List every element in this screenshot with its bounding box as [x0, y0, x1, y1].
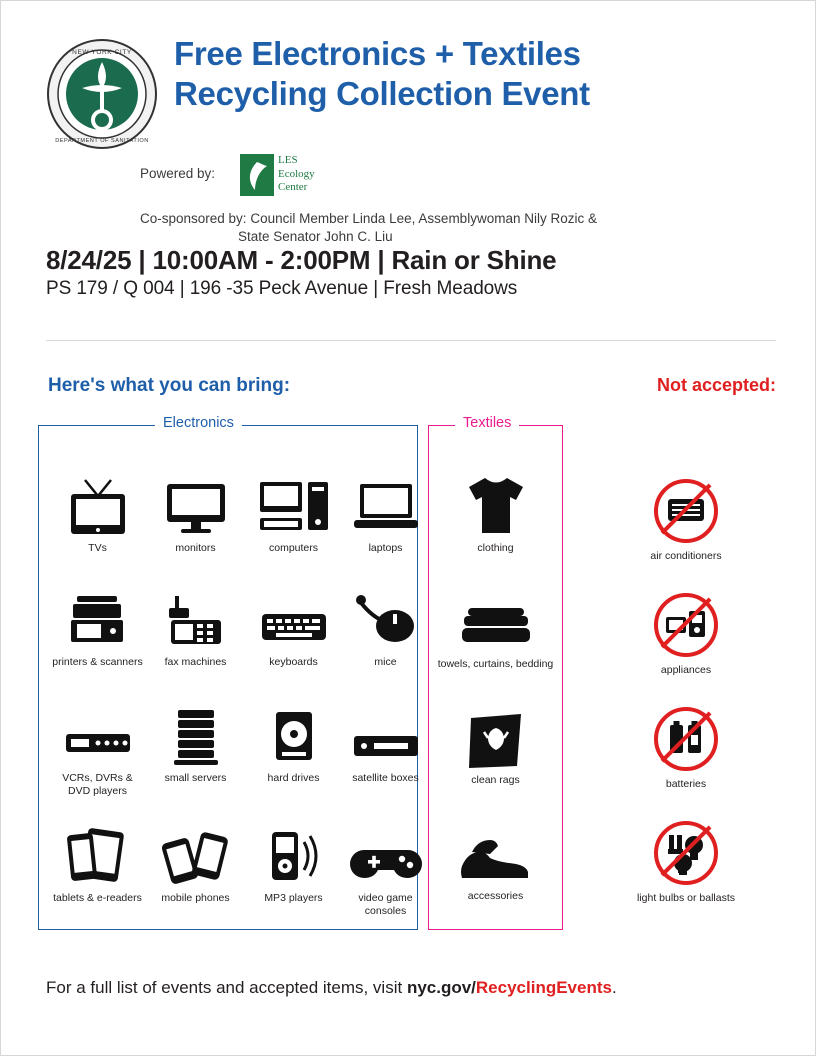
dsny-seal-icon: [46, 38, 158, 150]
item-laptops: [338, 468, 433, 555]
tablet-icon: [50, 818, 145, 888]
item-label: tablets & e-readers: [53, 892, 142, 904]
item-video-game-consoles: [338, 818, 433, 918]
svg-text:NEW YORK CITY: NEW YORK CITY: [72, 49, 132, 56]
event-location: PS 179 / Q 004 | 196 -35 Peck Avenue | Fresh Meadows: [46, 278, 518, 299]
cosponsors-names-line2: State Senator John C. Liu: [238, 229, 393, 244]
item-mobile-phones: [148, 818, 243, 905]
leaf-icon: [240, 154, 274, 196]
item-satellite-boxes: [338, 698, 433, 785]
page-title-line1: Free Electronics + Textiles: [174, 35, 581, 72]
game-controller-icon: [338, 818, 433, 888]
item-label: air conditioners: [650, 550, 722, 562]
not-accepted-appliances: [596, 588, 776, 677]
accepted-heading: Here's what you can bring:: [48, 375, 291, 396]
powered-by-label: Powered by:: [140, 166, 216, 181]
battery-icon: [596, 702, 776, 776]
laptop-icon: [338, 468, 433, 538]
item-label: clean rags: [471, 774, 520, 786]
item-monitors: [148, 468, 243, 555]
item-label: accessories: [467, 890, 524, 902]
desktop-computer-icon: [246, 468, 341, 538]
cosponsors: [140, 210, 760, 246]
tv-icon: [50, 468, 145, 538]
item-label: MP3 players: [264, 892, 323, 904]
item-label: VCRs, DVRs & DVD players: [62, 772, 133, 797]
vcr-icon: [50, 698, 145, 768]
item-label: monitors: [175, 542, 216, 554]
les-logo-text: [278, 154, 340, 195]
les-logo-line2: Ecology: [278, 167, 315, 180]
svg-text:DEPARTMENT OF SANITATION: DEPARTMENT OF SANITATION: [55, 138, 149, 144]
item-label: appliances: [660, 664, 712, 676]
item-fax-machines: [148, 582, 243, 669]
electronics-grid: [38, 440, 418, 930]
monitor-icon: [148, 468, 243, 538]
item-label: satellite boxes: [352, 772, 419, 784]
footer-note: [46, 978, 786, 998]
not-accepted-batteries: [596, 702, 776, 791]
item-hard-drives: [246, 698, 341, 785]
item-printers-scanners: [50, 582, 145, 669]
hard-drive-icon: [246, 698, 341, 768]
header: [46, 34, 776, 164]
item-computers: [246, 468, 341, 555]
electronics-legend: Electronics: [155, 415, 242, 431]
item-label: TVs: [88, 542, 107, 554]
item-mp3-players: [246, 818, 341, 905]
item-label: fax machines: [164, 656, 227, 668]
cosponsors-line1: [140, 210, 760, 228]
item-label: mice: [374, 656, 397, 668]
rag-icon: [428, 698, 563, 770]
mobile-phone-icon: [148, 818, 243, 888]
item-label: video game consoles: [358, 892, 413, 917]
prohibition-symbol: [654, 707, 718, 771]
page-title: [174, 34, 816, 114]
item-clean-rags: [428, 698, 563, 787]
footer-text-before: For a full list of events and accepted items, visit: [46, 978, 407, 997]
powered-by: [140, 152, 560, 198]
prohibition-symbol: [654, 821, 718, 885]
satellite-box-icon: [338, 698, 433, 768]
item-vcrs-dvrs-dvd-players: [50, 698, 145, 798]
air-conditioner-icon: [596, 474, 776, 548]
tshirt-icon: [428, 466, 563, 538]
not-accepted-light-bulbs: [596, 816, 776, 905]
item-tablets-ereaders: [50, 818, 145, 905]
appliances-icon: [596, 588, 776, 662]
item-keyboards: [246, 582, 341, 669]
item-clothing: [428, 466, 563, 555]
cosponsors-label: Co-sponsored by:: [140, 211, 247, 226]
item-mice: [338, 582, 433, 669]
item-label: towels, curtains, bedding: [437, 658, 554, 670]
divider: [46, 340, 776, 341]
item-label: light bulbs or ballasts: [636, 892, 736, 904]
prohibition-symbol: [654, 479, 718, 543]
prohibition-symbol: [654, 593, 718, 657]
les-logo-line3: Center: [278, 181, 308, 193]
item-label: clothing: [477, 542, 514, 554]
not-accepted-air-conditioners: [596, 474, 776, 563]
item-small-servers: [148, 698, 243, 785]
item-label: printers & scanners: [52, 656, 143, 668]
footer-domain: nyc.gov/: [406, 978, 476, 997]
cosponsors-names-line1: Council Member Linda Lee, Assemblywoman Nily Rozic &: [250, 211, 597, 226]
textiles-legend: Textiles: [455, 415, 519, 431]
les-logo-line1: LES: [278, 154, 298, 166]
item-label: laptops: [368, 542, 403, 554]
printer-icon: [50, 582, 145, 652]
item-accessories: [428, 814, 563, 903]
server-icon: [148, 698, 243, 768]
light-bulb-icon: [596, 816, 776, 890]
sneakers-icon: [428, 814, 563, 886]
item-label: mobile phones: [161, 892, 230, 904]
les-ecology-center-logo: [240, 152, 340, 198]
keyboard-icon: [246, 582, 341, 652]
computer-mouse-icon: [338, 582, 433, 652]
footer-path: RecyclingEvents: [475, 978, 612, 997]
not-accepted-heading: Not accepted:: [656, 375, 776, 395]
item-tvs: [50, 468, 145, 555]
item-label: computers: [268, 542, 319, 554]
item-label: batteries: [665, 778, 707, 790]
item-label: small servers: [164, 772, 227, 784]
item-towels-curtains-bedding: [428, 582, 563, 671]
page-title-line2: Recycling Collection Event: [174, 75, 590, 112]
textiles-grid: [428, 440, 563, 930]
folded-linens-icon: [428, 582, 563, 654]
mp3-player-icon: [246, 818, 341, 888]
item-label: keyboards: [269, 656, 318, 668]
footer-text-after: .: [611, 978, 617, 997]
item-label: hard drives: [267, 772, 320, 784]
fax-machine-icon: [148, 582, 243, 652]
event-datetime: 8/24/25 | 10:00AM - 2:00PM | Rain or Shine: [46, 245, 557, 275]
